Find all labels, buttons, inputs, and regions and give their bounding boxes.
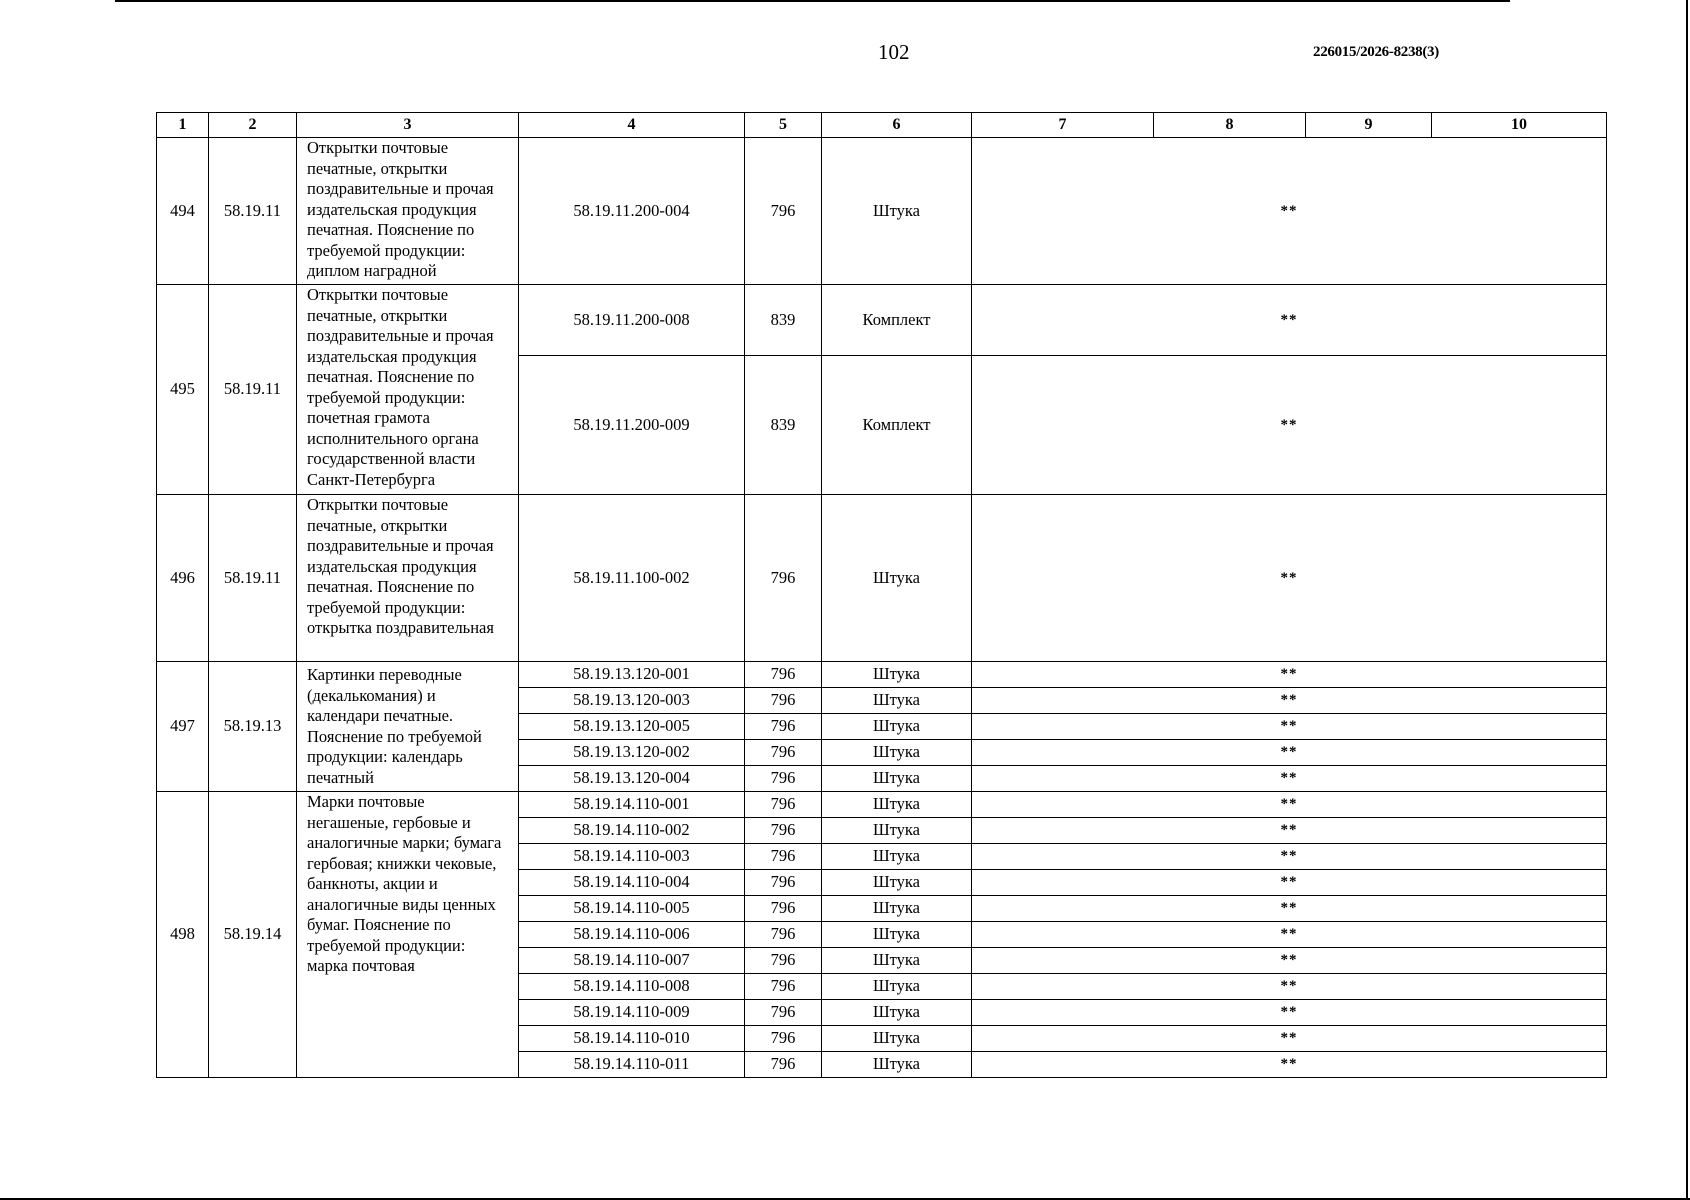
column-header: 4 <box>519 113 745 138</box>
characteristics-mark: ** <box>972 740 1607 766</box>
ktru-code: 58.19.14.110-009 <box>519 1000 745 1026</box>
column-header: 5 <box>745 113 822 138</box>
okei-code: 796 <box>745 714 822 740</box>
okei-code: 796 <box>745 870 822 896</box>
okei-code: 839 <box>745 356 822 495</box>
column-header: 8 <box>1154 113 1306 138</box>
ktru-code: 58.19.14.110-007 <box>519 948 745 974</box>
ktru-code: 58.19.14.110-001 <box>519 792 745 818</box>
okei-code: 796 <box>745 1000 822 1026</box>
product-description: Открытки почтовые печатные, открытки поздравительные и прочая издательская продукция печатная. Пояснение по требуемой продукции: диплом наградной <box>297 138 519 285</box>
characteristics-mark: ** <box>972 896 1607 922</box>
characteristics-mark: ** <box>972 662 1607 688</box>
page-right-border <box>1686 0 1688 1200</box>
ktru-code: 58.19.14.110-008 <box>519 974 745 1000</box>
ktru-code: 58.19.11.200-008 <box>519 285 745 356</box>
goods-table <box>156 112 1607 1078</box>
unit-name: Штука <box>822 844 972 870</box>
ktru-code: 58.19.14.110-002 <box>519 818 745 844</box>
characteristics-mark: ** <box>972 818 1607 844</box>
item-number: 498 <box>157 792 209 1078</box>
table-row <box>157 792 1607 818</box>
characteristics-mark: ** <box>972 870 1607 896</box>
characteristics-mark: ** <box>972 1026 1607 1052</box>
unit-name: Штука <box>822 792 972 818</box>
unit-name: Штука <box>822 922 972 948</box>
characteristics-mark: ** <box>972 138 1607 285</box>
okei-code: 796 <box>745 766 822 792</box>
okei-code: 796 <box>745 896 822 922</box>
column-header: 1 <box>157 113 209 138</box>
ktru-code: 58.19.14.110-004 <box>519 870 745 896</box>
product-description: Марки почтовые негашеные, гербовые и аналогичные марки; бумага гербовая; книжки чековые, банкноты, акции и аналогичные виды ценных бумаг. Пояснение по требуемой продукции: марка почтовая <box>297 792 519 1078</box>
table-row <box>157 138 1607 285</box>
table-row <box>157 662 1607 688</box>
characteristics-mark: ** <box>972 356 1607 495</box>
ktru-code: 58.19.11.200-009 <box>519 356 745 495</box>
okei-code: 796 <box>745 1026 822 1052</box>
page-top-border <box>115 0 1510 2</box>
table-body <box>157 138 1607 1078</box>
unit-name: Штука <box>822 714 972 740</box>
product-description: Открытки почтовые печатные, открытки поздравительные и прочая издательская продукция печатная. Пояснение по требуемой продукции: почетная грамота исполнительного органа государственной власти Санкт-Петербурга <box>297 285 519 495</box>
unit-name: Штука <box>822 688 972 714</box>
characteristics-mark: ** <box>972 495 1607 662</box>
table-row <box>157 285 1607 356</box>
unit-name: Штука <box>822 1026 972 1052</box>
ktru-code: 58.19.13.120-005 <box>519 714 745 740</box>
ktru-code: 58.19.14.110-011 <box>519 1052 745 1078</box>
unit-name: Штука <box>822 662 972 688</box>
ktru-code: 58.19.13.120-001 <box>519 662 745 688</box>
page-number: 102 <box>878 40 910 64</box>
okpd2-code: 58.19.11 <box>209 138 297 285</box>
product-description: Картинки переводные (декалькомания) и календари печатные. Пояснение по требуемой продукции: календарь печатный <box>297 662 519 792</box>
item-number: 495 <box>157 285 209 495</box>
unit-name: Комплект <box>822 356 972 495</box>
characteristics-mark: ** <box>972 285 1607 356</box>
unit-name: Штука <box>822 138 972 285</box>
characteristics-mark: ** <box>972 922 1607 948</box>
characteristics-mark: ** <box>972 766 1607 792</box>
column-header: 6 <box>822 113 972 138</box>
table-row <box>157 495 1607 662</box>
okei-code: 796 <box>745 792 822 818</box>
column-header: 9 <box>1306 113 1432 138</box>
unit-name: Штука <box>822 495 972 662</box>
okpd2-code: 58.19.13 <box>209 662 297 792</box>
product-description: Открытки почтовые печатные, открытки поздравительные и прочая издательская продукция печатная. Пояснение по требуемой продукции: открытка поздравительная <box>297 495 519 662</box>
column-header: 7 <box>972 113 1154 138</box>
okei-code: 796 <box>745 138 822 285</box>
unit-name: Штука <box>822 974 972 1000</box>
ktru-code: 58.19.11.200-004 <box>519 138 745 285</box>
item-number: 494 <box>157 138 209 285</box>
unit-name: Штука <box>822 1052 972 1078</box>
okpd2-code: 58.19.14 <box>209 792 297 1078</box>
ktru-code: 58.19.13.120-003 <box>519 688 745 714</box>
unit-name: Штука <box>822 948 972 974</box>
characteristics-mark: ** <box>972 1000 1607 1026</box>
column-header-row <box>157 113 1607 138</box>
ktru-code: 58.19.13.120-004 <box>519 766 745 792</box>
ktru-code: 58.19.13.120-002 <box>519 740 745 766</box>
characteristics-mark: ** <box>972 714 1607 740</box>
okei-code: 796 <box>745 662 822 688</box>
okpd2-code: 58.19.11 <box>209 285 297 495</box>
okei-code: 796 <box>745 844 822 870</box>
characteristics-mark: ** <box>972 844 1607 870</box>
characteristics-mark: ** <box>972 948 1607 974</box>
unit-name: Штука <box>822 740 972 766</box>
ktru-code: 58.19.14.110-006 <box>519 922 745 948</box>
okei-code: 796 <box>745 974 822 1000</box>
okpd2-code: 58.19.11 <box>209 495 297 662</box>
item-number: 497 <box>157 662 209 792</box>
ktru-code: 58.19.14.110-010 <box>519 1026 745 1052</box>
okei-code: 796 <box>745 818 822 844</box>
unit-name: Штука <box>822 896 972 922</box>
characteristics-mark: ** <box>972 974 1607 1000</box>
characteristics-mark: ** <box>972 1052 1607 1078</box>
okei-code: 796 <box>745 688 822 714</box>
okei-code: 796 <box>745 1052 822 1078</box>
unit-name: Штука <box>822 1000 972 1026</box>
characteristics-mark: ** <box>972 792 1607 818</box>
column-header: 2 <box>209 113 297 138</box>
unit-name: Штука <box>822 870 972 896</box>
document-number: 226015/2026-8238(3) <box>1313 44 1439 60</box>
characteristics-mark: ** <box>972 688 1607 714</box>
item-number: 496 <box>157 495 209 662</box>
unit-name: Штука <box>822 766 972 792</box>
unit-name: Комплект <box>822 285 972 356</box>
ktru-code: 58.19.14.110-005 <box>519 896 745 922</box>
okei-code: 796 <box>745 948 822 974</box>
okei-code: 839 <box>745 285 822 356</box>
okei-code: 796 <box>745 922 822 948</box>
okei-code: 796 <box>745 740 822 766</box>
unit-name: Штука <box>822 818 972 844</box>
column-header: 10 <box>1432 113 1607 138</box>
column-header: 3 <box>297 113 519 138</box>
ktru-code: 58.19.11.100-002 <box>519 495 745 662</box>
okei-code: 796 <box>745 495 822 662</box>
ktru-code: 58.19.14.110-003 <box>519 844 745 870</box>
